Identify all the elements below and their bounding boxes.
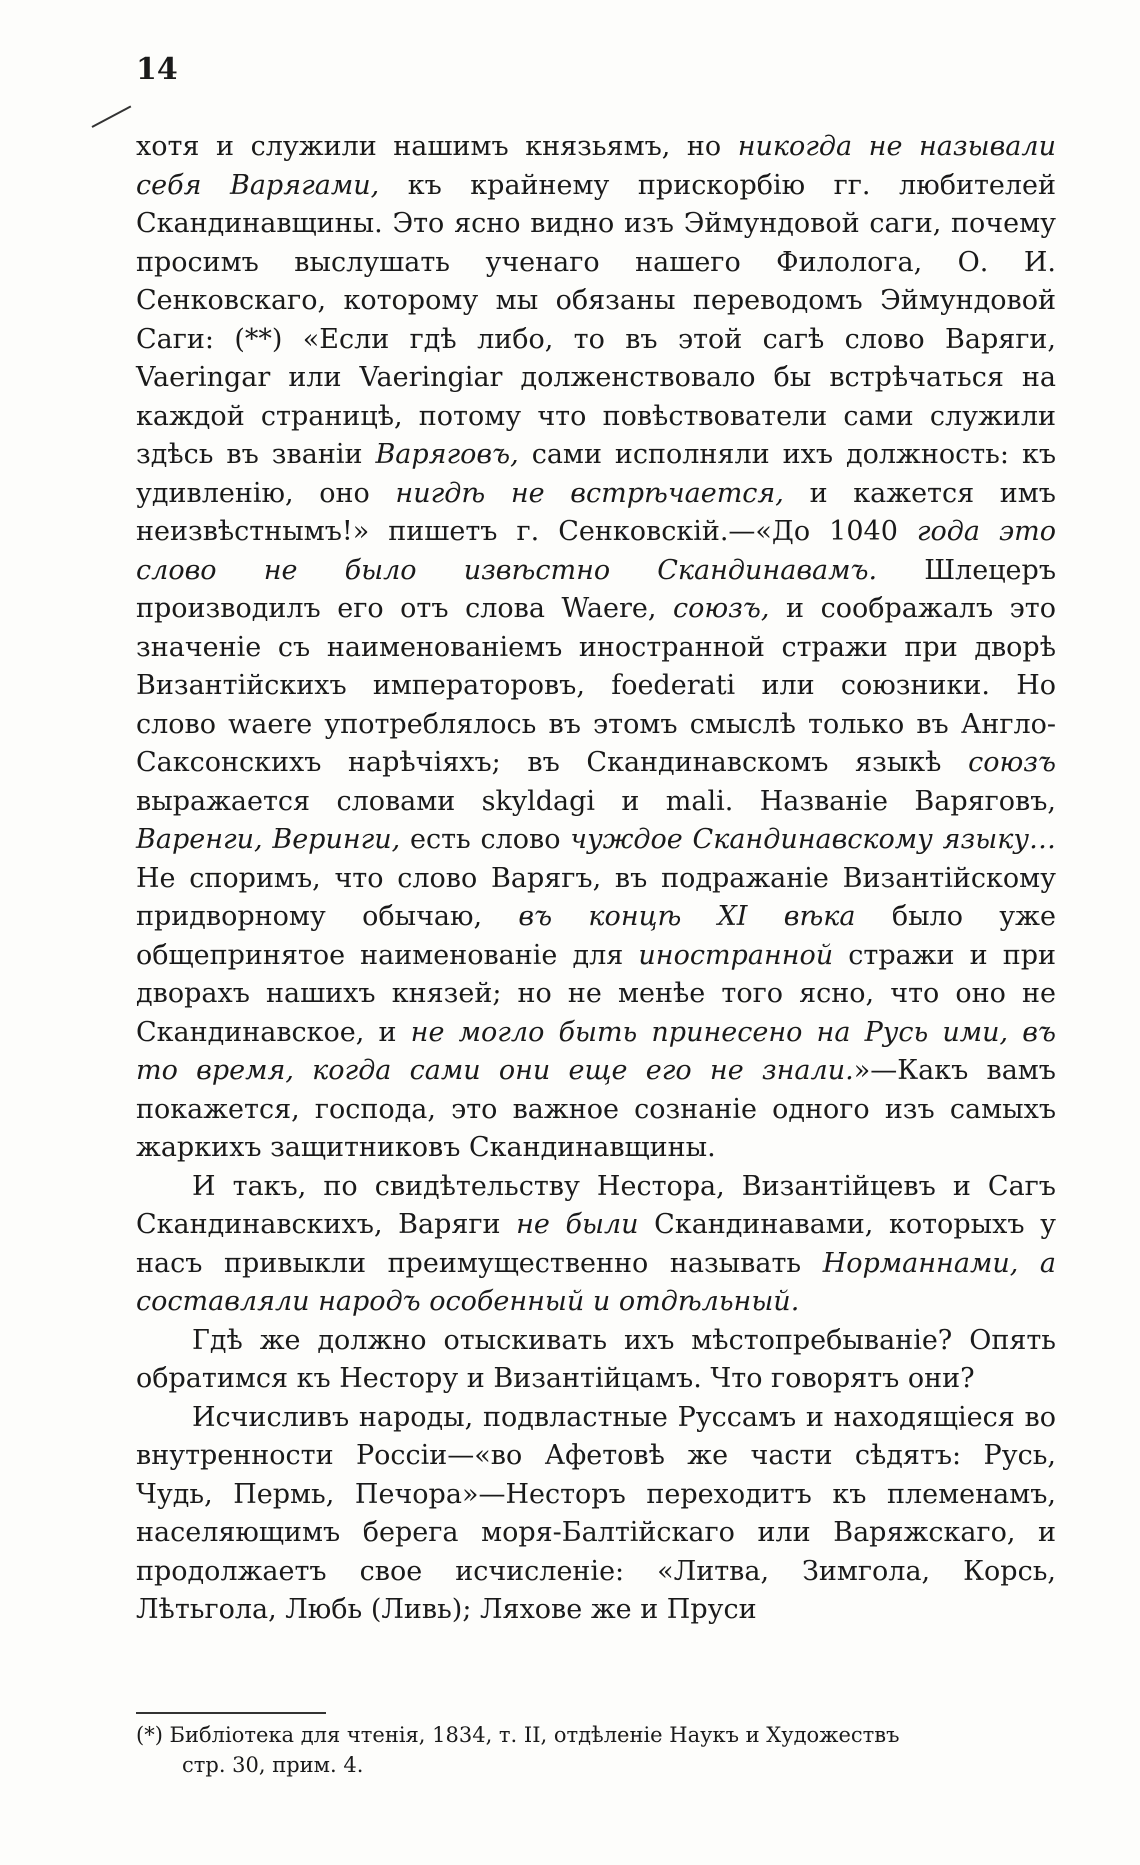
- italic-text: въ концѣ XI вѣка: [518, 901, 856, 932]
- footnote-divider: [136, 1712, 326, 1714]
- text-run: »—Какъ вамъ покажется, господа, это важное сознаніе одного изъ самыхъ жаркихъ защитниковъ Скандинавщины.: [136, 1055, 1056, 1163]
- text-run: есть слово: [400, 824, 571, 855]
- footnote-line-2: стр. 30, прим. 4.: [182, 1753, 364, 1777]
- italic-text: не были: [516, 1209, 639, 1240]
- paragraph: [136, 1168, 1056, 1322]
- text-run: Исчисливъ народы, подвластные Руссамъ и находящіеся во внутренности Россіи—«во Афетовѣ же части сѣдятъ: Русь, Чудь, Пермь, Печора»—Несторъ переходитъ къ племенамъ, населяющимъ берега моря-Балтійскаго или Варяжскаго, и продолжаетъ свое исчисленіе: «Литва, Зимгола, Корсь, Лѣтьгола, Любь (Ливь); Ляхове же и Пруси: [136, 1401, 1056, 1625]
- body-text: [136, 128, 1056, 1630]
- italic-text: нигдѣ не встрѣчается,: [395, 477, 784, 509]
- text-run: Гдѣ же должно отыскивать ихъ мѣстопребываніе? Опять обратимся къ Нестору и Византійцамъ. Что говорятъ они?: [136, 1324, 1056, 1394]
- italic-text: Норманнами, а составляли народъ особенный и отдѣльный.: [136, 1247, 1056, 1317]
- paragraph: [136, 1399, 1056, 1630]
- footnote: [136, 1720, 1056, 1780]
- italic-text: союзъ,: [673, 593, 770, 624]
- text-run: Скандинавами, которыхъ у насъ привыкли преимущественно называть: [136, 1209, 1056, 1279]
- page-number: 14: [136, 52, 178, 87]
- italic-text: года это слово не было извѣстно Скандинавамъ.: [136, 516, 1056, 586]
- text-run: и соображалъ это значеніе съ наименованіемъ иностранной стражи при дворѣ Византійскихъ императоровъ, foederati или союзники. Но слово waere употреблялось въ этомъ смыслѣ только въ Англо-Саксонскихъ нарѣчіяхъ; въ Скандинавскомъ языкѣ: [136, 593, 1057, 778]
- text-run: стражи и при дворахъ нашихъ князей; но не менѣе того ясно, что оно не Скандинавское, и: [136, 939, 1056, 1048]
- italic-text: Варяговъ,: [375, 439, 519, 470]
- italic-text: союзъ: [968, 747, 1056, 778]
- text-run: и кажется имъ неизвѣстнымъ!» пишетъ г. Сенковскій.—«До 1040: [136, 477, 1056, 547]
- text-run: было уже общепринятое наименованіе для: [136, 901, 1056, 971]
- margin-mark: [92, 105, 132, 127]
- text-run: хотя и служили нашимъ князьямъ, но: [136, 131, 738, 162]
- text-run: Шлецеръ производилъ его отъ слова Waere,: [136, 554, 1056, 624]
- text-run: Не споримъ, что слово Варягъ, въ подражаніе Византійскому придворному обычаю,: [136, 862, 1056, 932]
- text-run: выражается словами skyldagi и mali. Названіе Варяговъ,: [136, 785, 1056, 817]
- text-run: И такъ, по свидѣтельству Нестора, Византійцевъ и Сагъ Скандинавскихъ, Варяги: [136, 1170, 1056, 1240]
- text-run: къ крайнему прискорбію гг. любителей Скандинавщины. Это ясно видно изъ Эймундовой саги, почему просимъ выслушать ученаго нашего Филолога, О. И. Сенковскаго, которому мы обязаны переводомъ Эймундовой Саги: (**) «Если гдѣ либо, то въ этой сагѣ слово Варяги, Vaeringar или Vaeringiar долженствовало бы встрѣчаться на каждой страницѣ, потому что повѣствователи сами служили здѣсь въ званіи: [136, 169, 1056, 470]
- paragraph: [136, 128, 1056, 1168]
- text-run: сами исполняли ихъ должность: къ удивленію, оно: [136, 439, 1056, 509]
- italic-text: чуждое Скандинавскому языку…: [570, 824, 1056, 855]
- italic-text: не могло быть принесено на Русь ими, въ то время, когда сами они еще его не знали.: [136, 1016, 1056, 1086]
- paragraph: [136, 1322, 1056, 1399]
- italic-text: иностранной: [638, 939, 834, 971]
- italic-text: никогда не называли себя Варягами,: [136, 131, 1056, 201]
- footnote-line-1: (*) Библіотека для чтенія, 1834, т. II, отдѣленіе Наукъ и Художествъ: [136, 1723, 900, 1747]
- italic-text: Варенги, Веринги,: [136, 824, 401, 855]
